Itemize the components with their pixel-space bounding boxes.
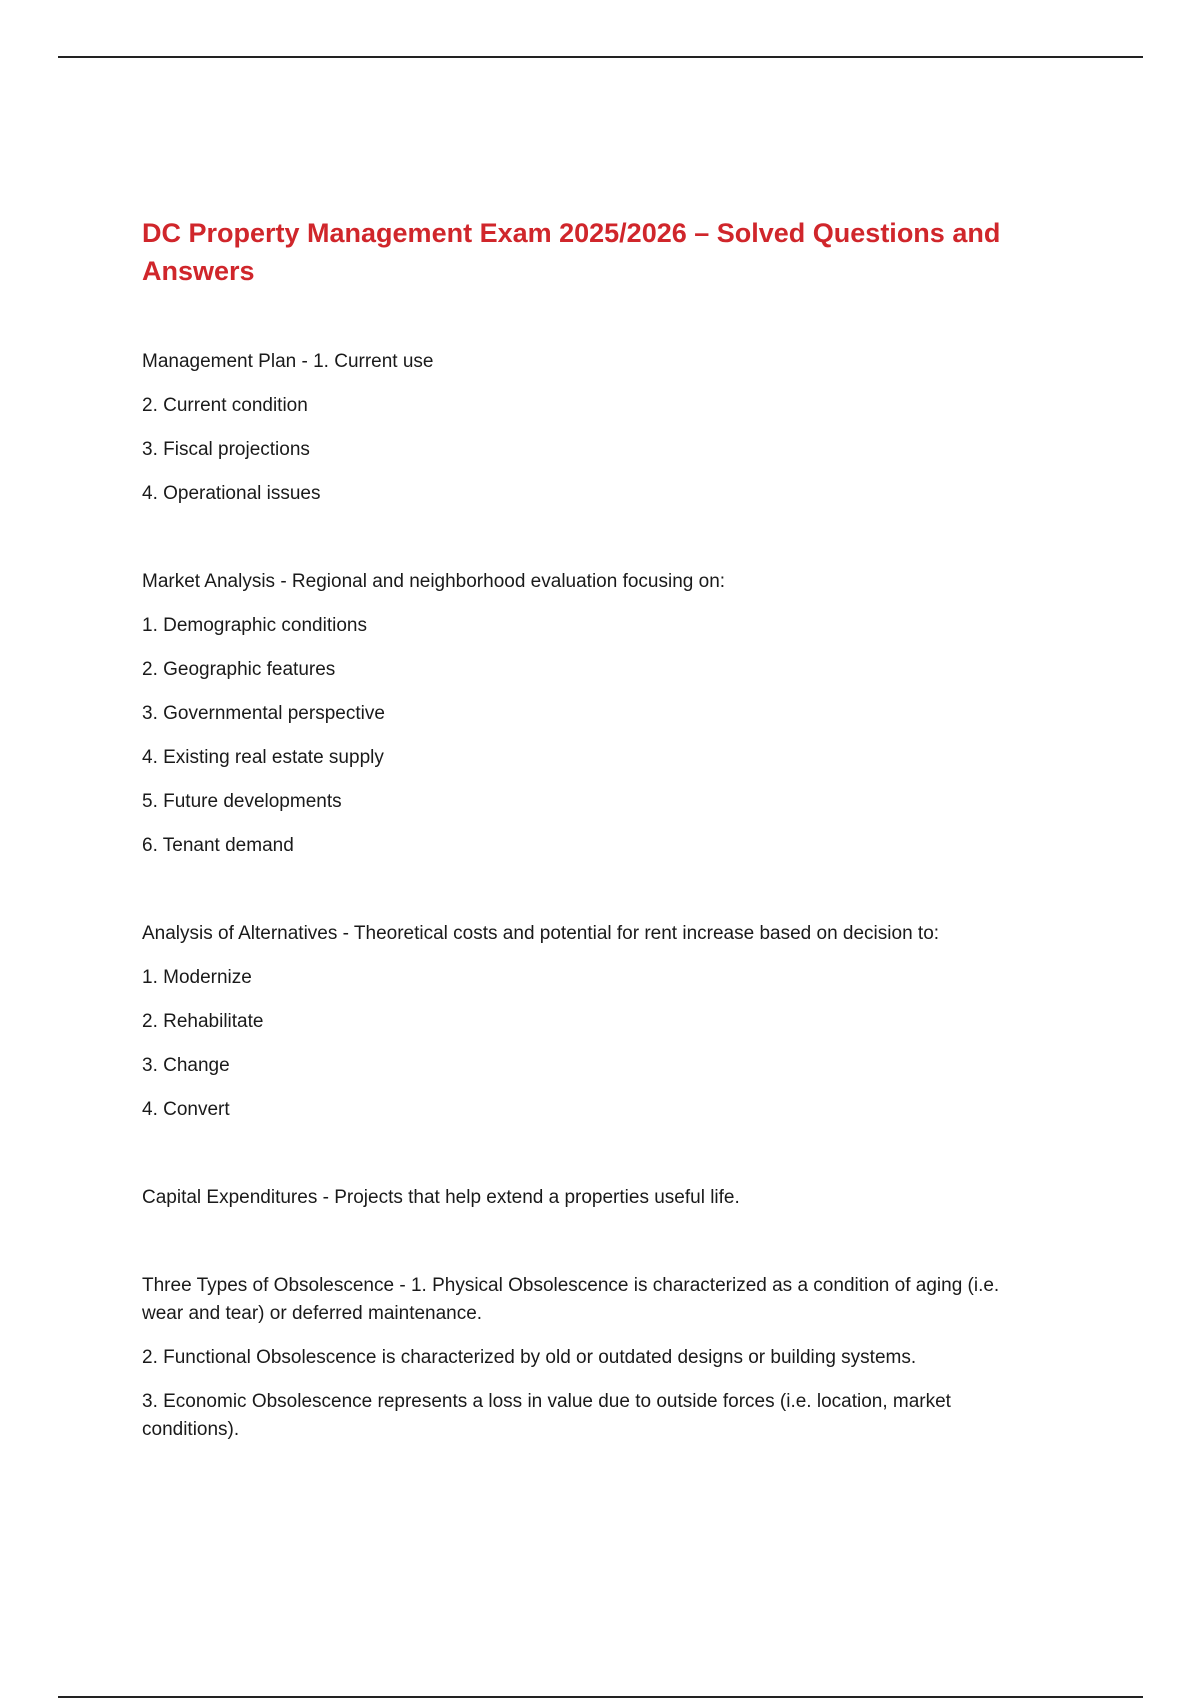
section-line: Management Plan - 1. Current use — [142, 351, 434, 372]
section-line: 2. Geographic features — [142, 659, 336, 680]
document-body — [142, 214, 1042, 1444]
section-line: 5. Future developments — [142, 791, 342, 812]
section-obsolescence — [142, 1272, 1042, 1444]
section-line: Three Types of Obsolescence - 1. Physical Obsolescence is characterized as a condition of aging (i.e. wear and tear) or deferred maintenance. — [142, 1275, 1000, 1324]
header-rule — [58, 56, 1143, 58]
section-line: 1. Demographic conditions — [142, 615, 367, 636]
section-line: 4. Existing real estate supply — [142, 747, 384, 768]
section-capital-expenditures — [142, 1184, 1042, 1212]
section-analysis-of-alternatives — [142, 920, 1042, 1124]
section-line: 2. Rehabilitate — [142, 1011, 264, 1032]
section-market-analysis — [142, 568, 1042, 860]
section-line: Capital Expenditures - Projects that help extend a properties useful life. — [142, 1187, 740, 1208]
section-line: 6. Tenant demand — [142, 835, 294, 856]
section-line: 3. Governmental perspective — [142, 703, 385, 724]
section-line: 4. Operational issues — [142, 483, 321, 504]
footer-rule — [58, 1696, 1143, 1698]
section-line: 3. Economic Obsolescence represents a loss in value due to outside forces (i.e. location, market conditions). — [142, 1391, 951, 1440]
section-line: 2. Functional Obsolescence is characterized by old or outdated designs or building systems. — [142, 1347, 917, 1368]
section-line: Analysis of Alternatives - Theoretical costs and potential for rent increase based on decision to: — [142, 923, 940, 944]
section-management-plan — [142, 348, 1042, 508]
section-line: 3. Fiscal projections — [142, 439, 310, 460]
section-line: 1. Modernize — [142, 967, 252, 988]
section-line: Market Analysis - Regional and neighborhood evaluation focusing on: — [142, 571, 726, 592]
section-line: 4. Convert — [142, 1099, 230, 1120]
document-title: DC Property Management Exam 2025/2026 – Solved Questions and Answers — [142, 218, 1001, 286]
section-line: 3. Change — [142, 1055, 230, 1076]
section-line: 2. Current condition — [142, 395, 308, 416]
